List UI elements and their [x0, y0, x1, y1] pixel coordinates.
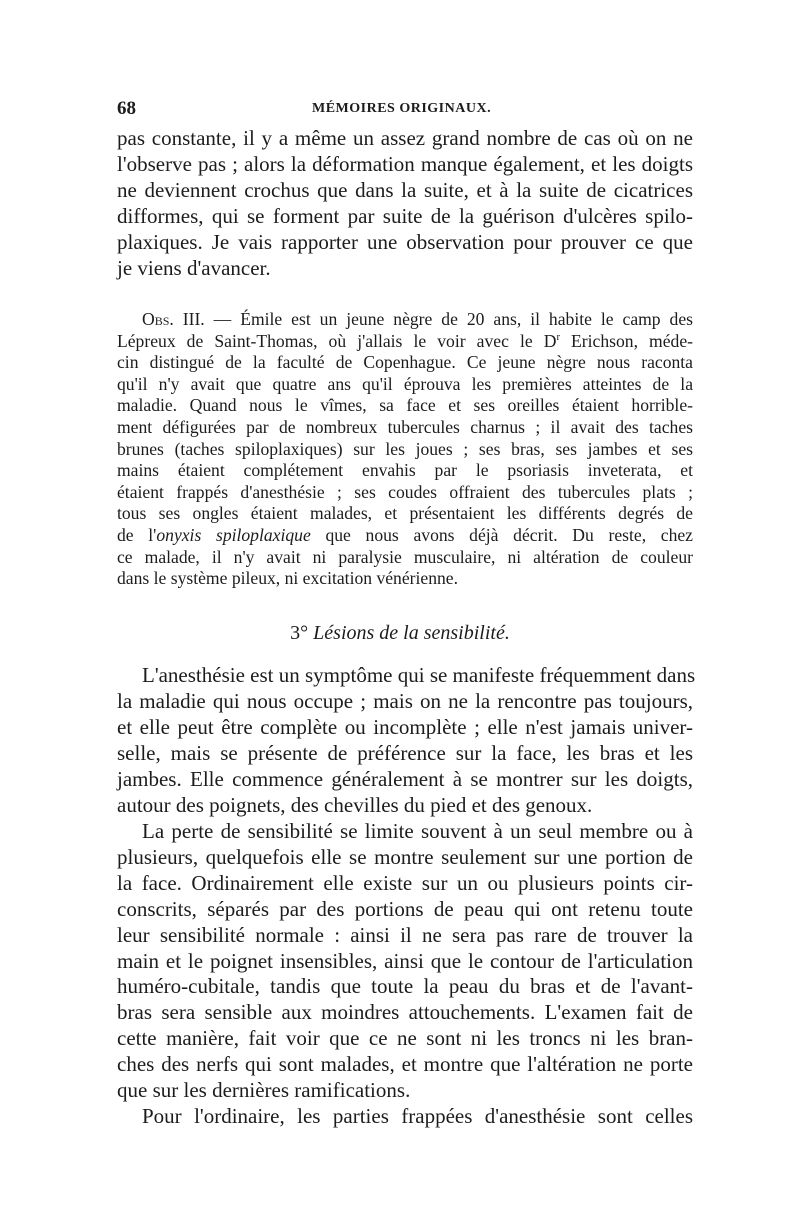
text-line: conscrits, séparés par des portions de peau qui ont retenu toute [117, 896, 693, 921]
text-line: et elle peut être complète ou incomplète ; elle n'est jamais univer- [117, 714, 693, 739]
text-line: selle, mais se présente de préférence sur la face, les bras et les [117, 740, 693, 765]
section-number: 3° [290, 622, 309, 644]
text-line: ne deviennent crochus que dans la suite, et à la suite de cicatrices [117, 177, 693, 202]
text-line: dans le système pileux, ni excitation vénérienne. [117, 568, 459, 589]
text-line: cette manière, fait voir que ce ne sont ni les troncs ni les bran- [117, 1026, 693, 1051]
text-line: pas constante, il y a même un assez grand nombre de cas où on ne [117, 126, 693, 150]
text-line: de l'onyxis spiloplaxique que nous avons déjà décrit. Du reste, chez [117, 524, 693, 545]
paragraph-3 [117, 819, 693, 1104]
observation-label: Obs. III. [142, 309, 205, 329]
text-line: jambes. Elle commence généralement à se montrer sur les doigts, [117, 766, 693, 791]
paragraph-4 [117, 1104, 693, 1130]
text-line: que sur les dernières ramifications. [117, 1078, 411, 1103]
text-line: bras sera sensible aux moindres attouchements. L'examen fait de [117, 1000, 693, 1025]
text-line: cin distingué de la faculté de Copenhague. Ce jeune nègre nous raconta [117, 352, 693, 373]
page-header [117, 98, 693, 124]
text-line: huméro-cubitale, tandis que toute la peau du bras et de l'avant- [117, 974, 693, 999]
text-line: tous ses ongles étaient malades, et présentaient les différents degrés de [117, 503, 693, 524]
text-line: je viens d'avancer. [117, 255, 271, 280]
running-title: MÉMOIRES ORIGINAUX. [312, 101, 492, 116]
text-line: ches des nerfs qui sont malades, et montre que l'altération ne porte [117, 1052, 693, 1077]
text-line: difformes, qui se forment par suite de la guérison d'ulcères spilo- [117, 203, 693, 228]
section-heading [0, 622, 800, 645]
text-line: Lépreux de Saint-Thomas, où j'allais le voir avec le $D^r$ Erichson, méde- [117, 330, 693, 351]
text-line: brunes (taches spiloplaxiques) sur les joues ; ses bras, ses jambes et ses [117, 438, 693, 459]
text-line: Pour l'ordinaire, les parties frappées d'anesthésie sont celles [142, 1104, 693, 1128]
text-line: plusieurs, quelquefois elle se montre seulement sur une portion de [117, 844, 693, 869]
text-line: la face. Ordinairement elle existe sur un ou plusieurs points cir- [117, 870, 693, 895]
italic-term: onyxis spiloplaxique [156, 524, 311, 545]
paragraph-1 [117, 126, 693, 281]
text-line: étaient frappés d'anesthésie ; ses coudes offraient des tubercules plats ; [117, 481, 693, 502]
text-line: leur sensibilité normale : ainsi il ne sera pas rare de trouver la [117, 922, 693, 947]
observation-block [117, 309, 693, 590]
text-line: main et le poignet insensibles, ainsi que le contour de l'articulation [117, 948, 693, 973]
paragraph-2 [117, 663, 696, 818]
text-line: plaxiques. Je vais rapporter une observation pour prouver ce que [117, 229, 693, 254]
text-line: ce malade, il n'y avait ni paralysie musculaire, ni altération de couleur [117, 546, 693, 567]
page-number: 68 [117, 98, 136, 119]
text-line: mains étaient complétement envahis par le psoriasis inveterata, et [117, 460, 693, 481]
text-line: ment défigurées par de nombreux tubercules charnus ; il avait des taches [117, 416, 693, 437]
text-line: qu'il n'y avait que quatre ans qu'il éprouva les premières atteintes de la [117, 373, 693, 394]
text-line: la maladie qui nous occupe ; mais on ne la rencontre pas toujours, [117, 688, 693, 713]
text-line: L'anesthésie est un symptôme qui se manifeste fréquemment dans [142, 663, 696, 687]
text-line: l'observe pas ; alors la déformation manque également, et les doigts [117, 151, 693, 176]
text-line: La perte de sensibilité se limite souvent à un seul membre ou à [142, 819, 693, 843]
text-line: maladie. Quand nous le vîmes, sa face et ses oreilles étaient horrible- [117, 395, 693, 416]
section-title: Lésions de la sensibilité. [313, 622, 510, 644]
text-line: autour des poignets, des chevilles du pied et des genoux. [117, 792, 593, 817]
text-line: Obs. III. — Émile est un jeune nègre de 20 ans, il habite le camp des [142, 309, 694, 329]
superscript: r [556, 331, 560, 343]
